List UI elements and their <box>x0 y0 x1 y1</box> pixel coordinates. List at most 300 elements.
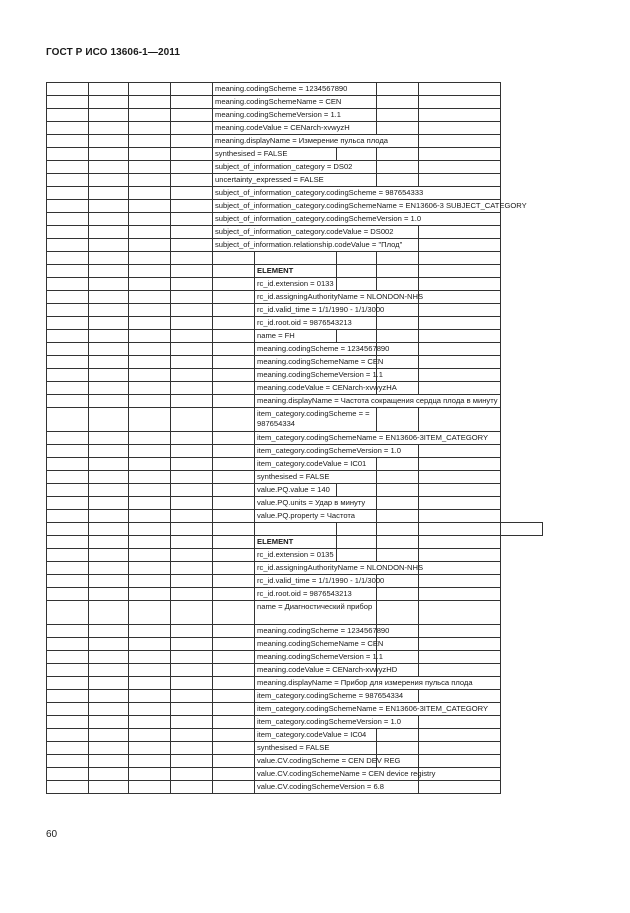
indent-cell <box>171 588 213 601</box>
indent-cell <box>129 135 171 148</box>
table-cell <box>377 471 419 484</box>
indent-cell <box>47 536 89 549</box>
table-cell: name = Диагностический прибор <box>255 601 377 625</box>
table-cell <box>255 523 337 536</box>
indent-cell <box>129 664 171 677</box>
table-cell <box>337 536 377 549</box>
indent-cell <box>171 304 213 317</box>
indent-cell <box>89 742 129 755</box>
table-row <box>47 369 585 382</box>
indent-cell <box>129 304 171 317</box>
indent-cell <box>171 265 213 278</box>
indent-cell <box>171 109 213 122</box>
table-cell <box>419 265 501 278</box>
indent-cell <box>129 187 171 200</box>
indent-cell <box>89 395 129 408</box>
table-cell: meaning.codingSchemeVersion = 1.1 <box>255 369 377 382</box>
indent-cell <box>129 278 171 291</box>
indent-cell <box>47 497 89 510</box>
table-cell <box>337 330 377 343</box>
indent-cell <box>89 755 129 768</box>
indent-cell <box>47 523 89 536</box>
indent-cell <box>89 471 129 484</box>
table-cell: ELEMENT <box>255 265 337 278</box>
indent-cell <box>129 200 171 213</box>
indent-cell <box>129 510 171 523</box>
indent-cell <box>171 369 213 382</box>
indent-cell <box>213 601 255 625</box>
table-row <box>47 174 585 187</box>
table-row <box>47 148 585 161</box>
indent-cell <box>89 96 129 109</box>
indent-cell <box>171 408 213 432</box>
indent-cell <box>129 445 171 458</box>
indent-cell <box>89 135 129 148</box>
table-cell <box>377 484 419 497</box>
indent-cell <box>47 109 89 122</box>
indent-cell <box>89 664 129 677</box>
indent-cell <box>89 523 129 536</box>
indent-cell <box>171 471 213 484</box>
table-cell <box>419 523 501 536</box>
indent-cell <box>171 213 213 226</box>
table-row <box>47 122 585 135</box>
indent-cell <box>213 382 255 395</box>
indent-cell <box>171 497 213 510</box>
indent-cell <box>171 382 213 395</box>
table-cell: name = FH <box>255 330 337 343</box>
table-cell <box>501 523 543 536</box>
table-cell <box>377 523 419 536</box>
table-cell <box>419 458 501 471</box>
indent-cell <box>89 291 129 304</box>
table-row <box>47 395 585 408</box>
indent-cell <box>89 625 129 638</box>
table-cell: item_category.codingSchemeVersion = 1.0 <box>255 716 419 729</box>
table-cell <box>377 174 419 187</box>
table-row <box>47 601 585 625</box>
indent-cell <box>89 484 129 497</box>
table-row <box>47 278 585 291</box>
indent-cell <box>213 330 255 343</box>
indent-cell <box>47 135 89 148</box>
indent-cell <box>129 291 171 304</box>
table-row <box>47 484 585 497</box>
indent-cell <box>171 664 213 677</box>
table-cell: ELEMENT <box>255 536 337 549</box>
table-row <box>47 291 585 304</box>
indent-cell <box>47 356 89 369</box>
table-row <box>47 742 585 755</box>
indent-cell <box>171 536 213 549</box>
indent-cell <box>129 768 171 781</box>
indent-cell <box>171 677 213 690</box>
indent-cell <box>213 278 255 291</box>
table-cell <box>419 356 501 369</box>
indent-cell <box>213 768 255 781</box>
table-cell <box>419 651 501 664</box>
indent-cell <box>213 395 255 408</box>
indent-cell <box>89 497 129 510</box>
indent-cell <box>89 226 129 239</box>
indent-cell <box>47 83 89 96</box>
indent-cell <box>171 716 213 729</box>
indent-cell <box>171 781 213 794</box>
table-cell: rc_id.valid_time = 1/1/1990 - 1/1/3000 <box>255 304 377 317</box>
table-cell: meaning.displayName = Измерение пульса плода <box>213 135 419 148</box>
table-row <box>47 382 585 395</box>
indent-cell <box>129 703 171 716</box>
indent-cell <box>89 562 129 575</box>
indent-cell <box>89 677 129 690</box>
indent-cell <box>213 781 255 794</box>
table-cell <box>377 161 419 174</box>
table-cell: rc_id.valid_time = 1/1/1990 - 1/1/3000 <box>255 575 377 588</box>
table-cell: value.CV.codingScheme = CEN DEV REG <box>255 755 377 768</box>
table-row <box>47 200 585 213</box>
indent-cell <box>47 716 89 729</box>
indent-cell <box>129 729 171 742</box>
table-row <box>47 588 585 601</box>
indent-cell <box>129 562 171 575</box>
indent-cell <box>47 239 89 252</box>
table-row <box>47 330 585 343</box>
indent-cell <box>47 601 89 625</box>
indent-cell <box>89 252 129 265</box>
table-cell <box>419 304 501 317</box>
table-cell: value.PQ.value = 140 <box>255 484 337 497</box>
indent-cell <box>129 239 171 252</box>
table-cell <box>419 369 501 382</box>
table-cell <box>377 408 419 432</box>
indent-cell <box>47 575 89 588</box>
indent-cell <box>171 638 213 651</box>
table-row <box>47 781 585 794</box>
table-cell <box>377 549 419 562</box>
table-cell <box>419 161 501 174</box>
page-header: ГОСТ Р ИСО 13606-1—2011 <box>46 47 181 58</box>
indent-cell <box>89 432 129 445</box>
indent-cell <box>171 768 213 781</box>
indent-cell <box>129 716 171 729</box>
table-cell <box>419 174 501 187</box>
table-cell: value.CV.codingSchemeName = CEN device registry <box>255 768 419 781</box>
table-cell <box>337 265 377 278</box>
table-row <box>47 458 585 471</box>
indent-cell <box>47 96 89 109</box>
table-cell <box>377 510 419 523</box>
table-cell <box>377 497 419 510</box>
indent-cell <box>213 432 255 445</box>
indent-cell <box>213 638 255 651</box>
table-cell: subject_of_information_category.codingSchemeName = EN13606-3 SUBJECT_CATEGORY <box>213 200 501 213</box>
indent-cell <box>47 213 89 226</box>
indent-cell <box>129 690 171 703</box>
indent-cell <box>129 432 171 445</box>
indent-cell <box>47 432 89 445</box>
indent-cell <box>47 252 89 265</box>
indent-cell <box>47 562 89 575</box>
indent-cell <box>89 382 129 395</box>
table-cell: rc_id.assigningAuthorityName = NLONDON-NHS <box>255 562 419 575</box>
table-row <box>47 187 585 200</box>
indent-cell <box>89 304 129 317</box>
table-cell <box>377 729 419 742</box>
indent-cell <box>213 588 255 601</box>
table-cell: meaning.codeValue = CENarch-xvwyzHD <box>255 664 377 677</box>
indent-cell <box>89 369 129 382</box>
indent-cell <box>171 562 213 575</box>
indent-cell <box>89 781 129 794</box>
indent-cell <box>89 703 129 716</box>
indent-cell <box>129 471 171 484</box>
indent-cell <box>47 484 89 497</box>
indent-cell <box>129 213 171 226</box>
table-row <box>47 729 585 742</box>
indent-cell <box>213 664 255 677</box>
table-cell <box>419 484 501 497</box>
indent-cell <box>129 83 171 96</box>
table-cell <box>419 109 501 122</box>
indent-cell <box>129 382 171 395</box>
indent-cell <box>213 729 255 742</box>
table-cell: meaning.codingSchemeName = CEN <box>213 96 377 109</box>
table-cell <box>377 83 419 96</box>
indent-cell <box>47 755 89 768</box>
indent-cell <box>129 588 171 601</box>
indent-cell <box>171 729 213 742</box>
indent-cell <box>47 625 89 638</box>
indent-cell <box>129 317 171 330</box>
indent-cell <box>89 356 129 369</box>
table-row <box>47 317 585 330</box>
indent-cell <box>47 382 89 395</box>
indent-cell <box>171 135 213 148</box>
table-cell: rc_id.extension = 0133 <box>255 278 337 291</box>
table-cell <box>337 148 377 161</box>
indent-cell <box>213 755 255 768</box>
indent-cell <box>89 317 129 330</box>
table-row <box>47 239 585 252</box>
indent-cell <box>171 317 213 330</box>
table-row <box>47 161 585 174</box>
table-cell <box>419 96 501 109</box>
indent-cell <box>89 445 129 458</box>
table-cell <box>419 330 501 343</box>
table-cell <box>419 562 501 575</box>
table-cell <box>419 664 501 677</box>
indent-cell <box>89 690 129 703</box>
table-row <box>47 690 585 703</box>
indent-cell <box>129 601 171 625</box>
indent-cell <box>47 549 89 562</box>
table-cell <box>419 549 501 562</box>
table-cell: rc_id.root.oid = 9876543213 <box>255 317 377 330</box>
indent-cell <box>129 536 171 549</box>
table-row <box>47 96 585 109</box>
indent-cell <box>89 536 129 549</box>
table-row <box>47 135 585 148</box>
indent-cell <box>213 471 255 484</box>
indent-cell <box>171 601 213 625</box>
table-cell <box>377 742 419 755</box>
table-cell <box>377 317 419 330</box>
table-cell: meaning.codingScheme = 1234567890 <box>213 83 377 96</box>
indent-cell <box>129 742 171 755</box>
table-cell <box>419 690 501 703</box>
table-row <box>47 664 585 677</box>
indent-cell <box>89 213 129 226</box>
table-row <box>47 252 585 265</box>
table-row <box>47 768 585 781</box>
indent-cell <box>171 239 213 252</box>
table-cell <box>419 497 501 510</box>
indent-cell <box>89 330 129 343</box>
indent-cell <box>129 174 171 187</box>
indent-cell <box>213 497 255 510</box>
table-cell <box>377 330 419 343</box>
table-cell: subject_of_information_category.codingScheme = 987654333 <box>213 187 501 200</box>
indent-cell <box>171 510 213 523</box>
table-cell <box>419 408 501 432</box>
table-cell: meaning.codeValue = CENarch-xvwyzH <box>213 122 377 135</box>
table-row <box>47 638 585 651</box>
table-cell <box>377 278 419 291</box>
indent-cell <box>213 703 255 716</box>
indent-cell <box>213 549 255 562</box>
indent-cell <box>47 742 89 755</box>
table-cell <box>337 523 377 536</box>
table-cell: item_category.codeValue = IC04 <box>255 729 377 742</box>
table-cell: meaning.codingSchemeName = CEN <box>255 356 377 369</box>
indent-cell <box>171 291 213 304</box>
indent-cell <box>89 122 129 135</box>
indent-cell <box>171 445 213 458</box>
indent-cell <box>129 343 171 356</box>
table-cell <box>377 536 419 549</box>
table-cell <box>377 96 419 109</box>
indent-cell <box>213 343 255 356</box>
indent-cell <box>171 122 213 135</box>
table-cell <box>337 252 377 265</box>
indent-cell <box>171 174 213 187</box>
indent-cell <box>89 716 129 729</box>
table-cell <box>419 122 501 135</box>
indent-cell <box>171 226 213 239</box>
indent-cell <box>47 200 89 213</box>
table-cell <box>419 291 501 304</box>
indent-cell <box>129 781 171 794</box>
table-cell <box>337 278 377 291</box>
indent-cell <box>47 330 89 343</box>
indent-cell <box>129 226 171 239</box>
indent-cell <box>89 549 129 562</box>
table-cell <box>419 239 501 252</box>
table-row <box>47 575 585 588</box>
table-row <box>47 356 585 369</box>
indent-cell <box>213 536 255 549</box>
table-row <box>47 562 585 575</box>
table-cell <box>377 265 419 278</box>
indent-cell <box>129 369 171 382</box>
indent-cell <box>213 677 255 690</box>
indent-cell <box>47 471 89 484</box>
indent-cell <box>47 278 89 291</box>
indent-cell <box>171 458 213 471</box>
table-cell <box>377 109 419 122</box>
table-row <box>47 408 585 432</box>
indent-cell <box>47 161 89 174</box>
indent-cell <box>171 755 213 768</box>
indent-cell <box>213 291 255 304</box>
indent-cell <box>89 83 129 96</box>
indent-cell <box>89 575 129 588</box>
table-cell <box>419 252 501 265</box>
indent-cell <box>213 651 255 664</box>
table-cell <box>337 549 377 562</box>
indent-cell <box>89 161 129 174</box>
indent-cell <box>171 742 213 755</box>
table-row <box>47 651 585 664</box>
table-cell <box>419 638 501 651</box>
indent-cell <box>89 408 129 432</box>
table-cell <box>419 83 501 96</box>
indent-cell <box>47 291 89 304</box>
table-cell <box>419 317 501 330</box>
indent-cell <box>171 703 213 716</box>
table-row <box>47 677 585 690</box>
indent-cell <box>47 510 89 523</box>
table-cell <box>419 471 501 484</box>
table-cell: item_category.codingSchemeName = EN13606-3ITEM_CATEGORY <box>255 432 501 445</box>
table-cell <box>377 601 419 625</box>
indent-cell <box>171 690 213 703</box>
indent-cell <box>129 755 171 768</box>
indent-cell <box>89 768 129 781</box>
table-row <box>47 497 585 510</box>
table-row <box>47 226 585 239</box>
table-cell: item_category.codingScheme = = 987654334 <box>255 408 377 432</box>
indent-cell <box>171 395 213 408</box>
table-row <box>47 523 585 536</box>
indent-cell <box>129 458 171 471</box>
table-cell: value.CV.codingSchemeVersion = 6.8 <box>255 781 419 794</box>
indent-cell <box>213 408 255 432</box>
indent-cell <box>171 96 213 109</box>
table-cell: meaning.codingSchemeName = CEN <box>255 638 377 651</box>
indent-cell <box>47 122 89 135</box>
indent-cell <box>213 484 255 497</box>
indent-cell <box>129 651 171 664</box>
indent-cell <box>171 484 213 497</box>
table-cell: subject_of_information_category = DS02 <box>213 161 377 174</box>
indent-cell <box>129 330 171 343</box>
indent-cell <box>213 523 255 536</box>
indent-cell <box>129 523 171 536</box>
indent-cell <box>89 729 129 742</box>
indent-cell <box>129 96 171 109</box>
indent-cell <box>213 562 255 575</box>
indent-cell <box>47 638 89 651</box>
indent-cell <box>89 458 129 471</box>
indent-cell <box>171 549 213 562</box>
table-cell: rc_id.root.oid = 9876543213 <box>255 588 377 601</box>
indent-cell <box>213 625 255 638</box>
table-cell <box>419 601 501 625</box>
indent-cell <box>47 651 89 664</box>
table-cell: item_category.codeValue = IC01 <box>255 458 377 471</box>
indent-cell <box>213 742 255 755</box>
